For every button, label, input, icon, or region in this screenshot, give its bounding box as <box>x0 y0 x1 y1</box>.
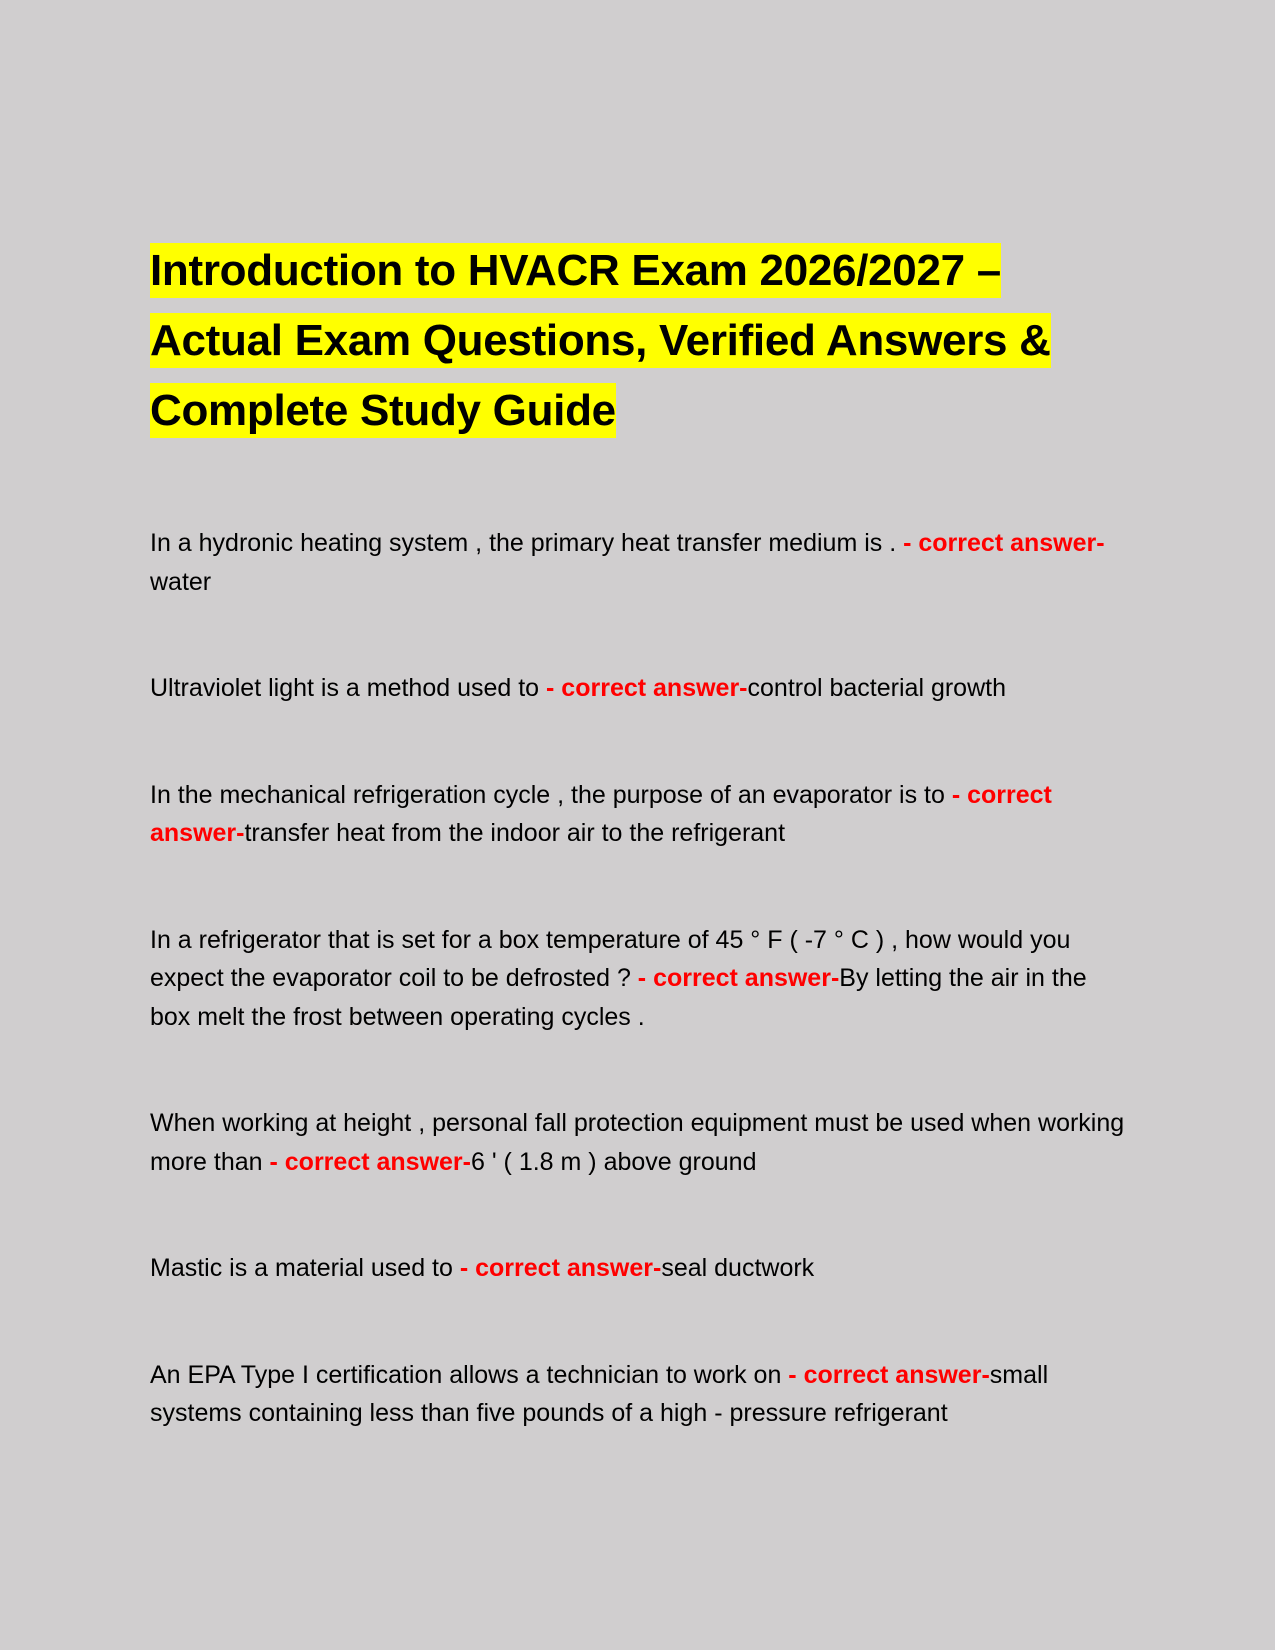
answer-marker: - correct answer- <box>630 964 840 992</box>
title-highlight: Introduction to HVACR Exam 2026/2027 – Actual Exam Questions, Verified Answers & Complete Study Guide <box>150 243 1051 438</box>
answer-text: seal ductwork <box>661 1254 815 1282</box>
question-text: In the mechanical refrigeration cycle , the purpose of an evaporator is to <box>150 780 945 809</box>
qa-item <box>150 524 1130 601</box>
answer-marker: - correct answer- <box>896 529 1105 557</box>
qa-item <box>150 1104 1130 1181</box>
answer-marker: - correct answer- <box>452 1254 662 1282</box>
document-title <box>150 236 1130 446</box>
qa-item <box>150 921 1130 1037</box>
qa-item <box>150 776 1130 853</box>
qa-item <box>150 669 1130 708</box>
answer-text: By letting the air in the box melt the frost between operating cycles . <box>150 964 1087 1031</box>
answer-marker: - correct answer- <box>150 780 1052 847</box>
answer-marker: - correct answer- <box>539 674 748 702</box>
answer-marker: - correct answer- <box>262 1147 471 1176</box>
document-page <box>150 236 1130 1501</box>
answer-text: control bacterial growth <box>747 674 1006 702</box>
answer-text: transfer heat from the indoor air to the refrigerant <box>244 819 786 847</box>
question-text: Ultraviolet light is a method used to <box>150 674 540 702</box>
question-text: In a hydronic heating system , the primary heat transfer medium is . <box>150 529 897 557</box>
answer-text: small systems containing less than five pounds of a high - pressure refrigerant <box>150 1360 1049 1427</box>
answer-text: 6 ' ( 1.8 m ) above ground <box>470 1147 757 1176</box>
qa-item <box>150 1356 1130 1433</box>
answer-marker: - correct answer- <box>781 1360 990 1389</box>
answer-text: water <box>150 567 212 596</box>
question-text: An EPA Type I certification allows a technician to work on <box>150 1360 782 1389</box>
qa-item <box>150 1249 1130 1288</box>
question-text: Mastic is a material used to <box>150 1254 453 1282</box>
question-text: In a refrigerator that is set for a box temperature of 45 ° F ( -7 ° C ) , how would you expect the evaporator coil to be defrosted ? <box>150 925 1071 992</box>
question-text: When working at height , personal fall protection equipment must be used when working more than <box>150 1109 1125 1176</box>
